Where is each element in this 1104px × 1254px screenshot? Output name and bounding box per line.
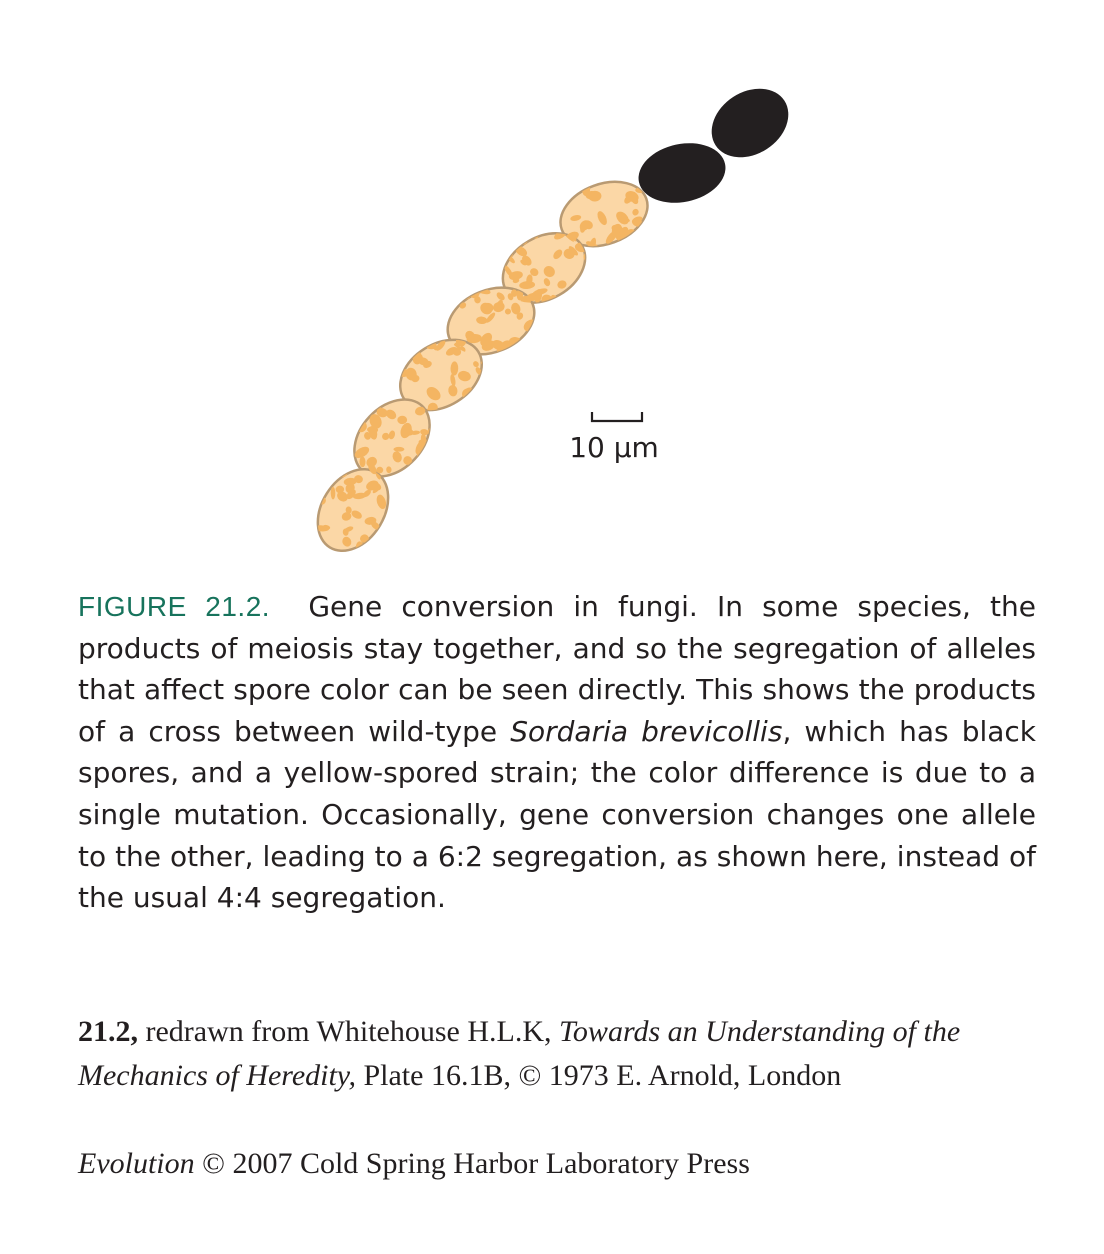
figure-label: FIGURE 21.2. [78,591,271,622]
blotch [311,484,324,495]
blotch [402,471,413,481]
blotch [588,263,601,276]
blotch [585,175,595,184]
spore-chain [302,75,801,564]
credit-plate: Plate 16.1B, © 1973 E. Arnold, London [363,1059,842,1092]
copyright-line [78,1142,1048,1186]
blotch [619,243,628,253]
blotch [506,243,514,251]
book-title: Evolution [78,1147,195,1180]
figure-credit [78,1010,1048,1098]
figure-reference: 21.2, [78,1015,138,1048]
blotch [477,380,487,391]
species-name: Sordaria brevicollis [510,714,783,748]
blotch [596,247,608,260]
blotch [302,523,317,540]
blotch [457,291,471,300]
spore-chain-figure [0,0,1104,580]
blotch [526,224,533,236]
blotch [389,488,402,501]
blotch [318,473,326,480]
caption-text: Gene conversion in fungi. In some species, the products of meiosis stay together, and so the segregation of alleles that affect spore color can be seen directly. This shows the products of a cross between wild-type [78,590,1036,748]
blotch [439,410,453,426]
blotch [463,417,470,424]
copyright-text: © 2007 Cold Spring Harbor Laboratory Press [202,1147,750,1180]
blotch [393,447,404,452]
blotch [582,171,598,181]
credit-text: redrawn from Whitehouse H.L.K, [145,1015,552,1048]
source-title: Towards an Understanding of the Mechanics of Heredity, [78,1015,961,1092]
blotch [415,461,426,473]
figure-caption [78,586,1036,919]
scale-bar-label: 10 μm [569,431,659,464]
scale-bar [569,412,659,464]
caption-text-continued: , which has black spores, and a yellow-spored strain; the color difference is due to a single mutation. Occasionally, gene conversion changes one allele to the other, leading to a 6:2 segregation, as shown here, instead of the usual 4:4 segregation. [78,714,1037,915]
blotch [518,342,528,352]
